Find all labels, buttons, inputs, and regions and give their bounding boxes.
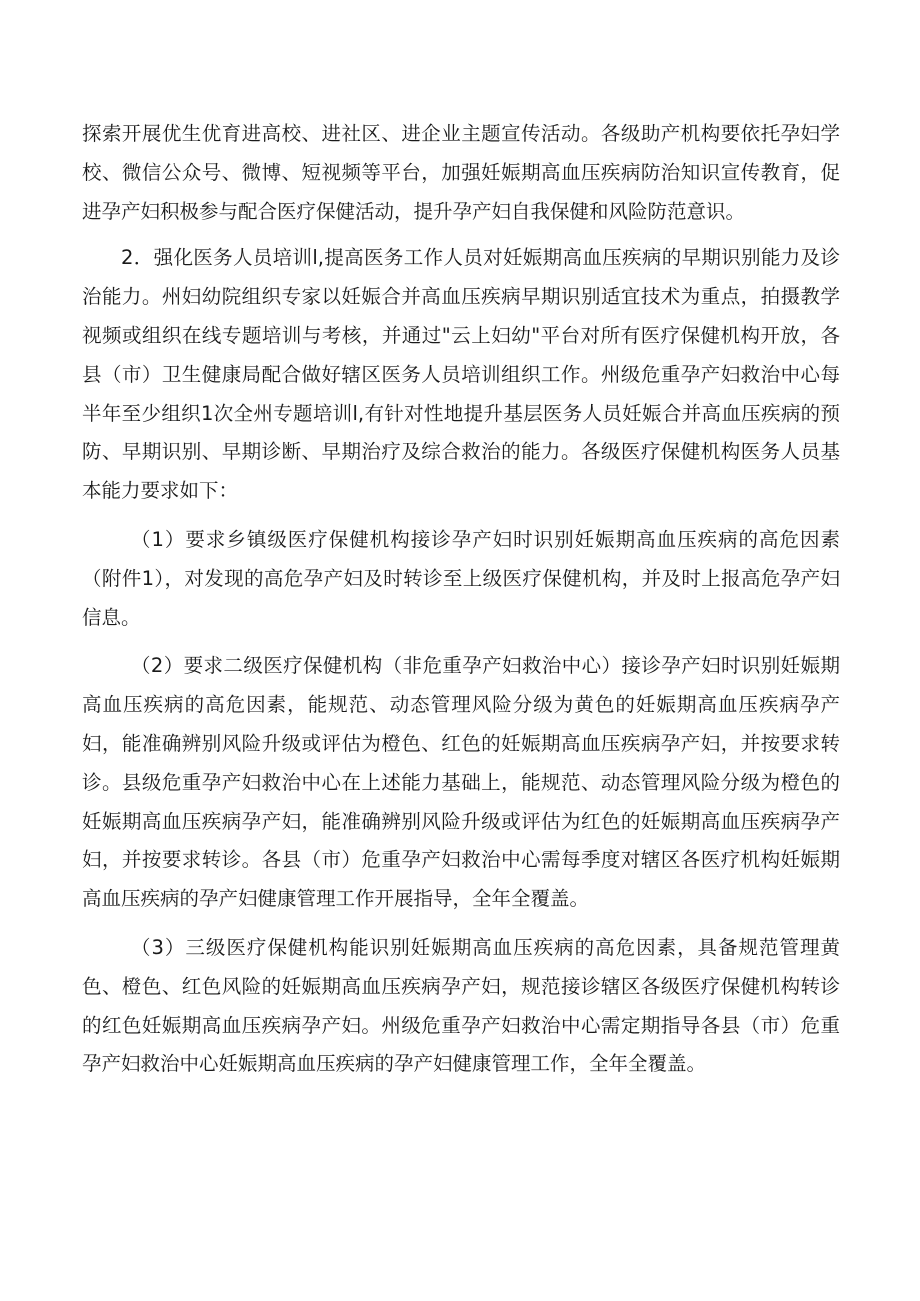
document-body [82,115,840,1084]
paragraph-tertiary-requirements: （3）三级医疗保健机构能识别妊娠期高血压疾病的高危因素，具备规范管理黄色、橙色、红色风险的妊娠期高血压疾病孕产妇，规范接诊辖区各级医疗保健机构转诊的红色妊娠期高血压疾病孕产妇。州级危重孕产妇救治中心需定期指导各县（市）危重孕产妇救治中心妊娠期高血压疾病的孕产妇健康管理工作，全年全覆盖。 [82,935,840,1076]
paragraph-staff-training: 2．强化医务人员培训l,提高医务工作人员对妊娠期高血压疾病的早期识别能力及诊治能力。州妇幼院组织专家以妊娠合并高血压疾病早期识别适宜技术为重点，拍摄教学视频或组织在线专题培训与考核，并通过"云上妇幼"平台对所有医疗保健机构开放，各县（市）卫生健康局配合做好辖区医务人员培训组织工作。州级危重孕产妇救治中心每半年至少组织1次全州专题培训l,有针对性地提升基层医务人员妊娠合并高血压疾病的预防、早期识别、早期诊断、早期治疗及综合救治的能力。各级医疗保健机构医务人员基本能力要求如下： [82,246,840,503]
paragraph-secondary-requirements: （2）要求二级医疗保健机构（非危重孕产妇救治中心）接诊孕产妇时识别妊娠期高血压疾病的高危因素，能规范、动态管理风险分级为黄色的妊娠期高血压疾病孕产妇，能准确辨别风险升级或评估为橙色、红色的妊娠期高血压疾病孕产妇，并按要求转诊。县级危重孕产妇救治中心在上述能力基础上，能规范、动态管理风险分级为橙色的妊娠期高血压疾病孕产妇，能准确辨别风险升级或评估为红色的妊娠期高血压疾病孕产妇，并按要求转诊。各县（市）危重孕产妇救治中心需每季度对辖区各医疗机构妊娠期高血压疾病的孕产妇健康管理工作开展指导，全年全覆盖。 [82,654,840,911]
paragraph-publicity: 探索开展优生优育进高校、进社区、进企业主题宣传活动。各级助产机构要依托孕妇学校、微信公众号、微博、短视频等平台，加强妊娠期高血压疾病防治知识宣传教育，促进孕产妇积极参与配合医疗保健活动，提升孕产妇自我保健和风险防范意识。 [82,122,840,223]
paragraph-township-requirements: （1）要求乡镇级医疗保健机构接诊孕产妇时识别妊娠期高血压疾病的高危因素（附件1），对发现的高危孕产妇及时转诊至上级医疗保健机构，并及时上报高危孕产妇信息。 [82,527,840,629]
